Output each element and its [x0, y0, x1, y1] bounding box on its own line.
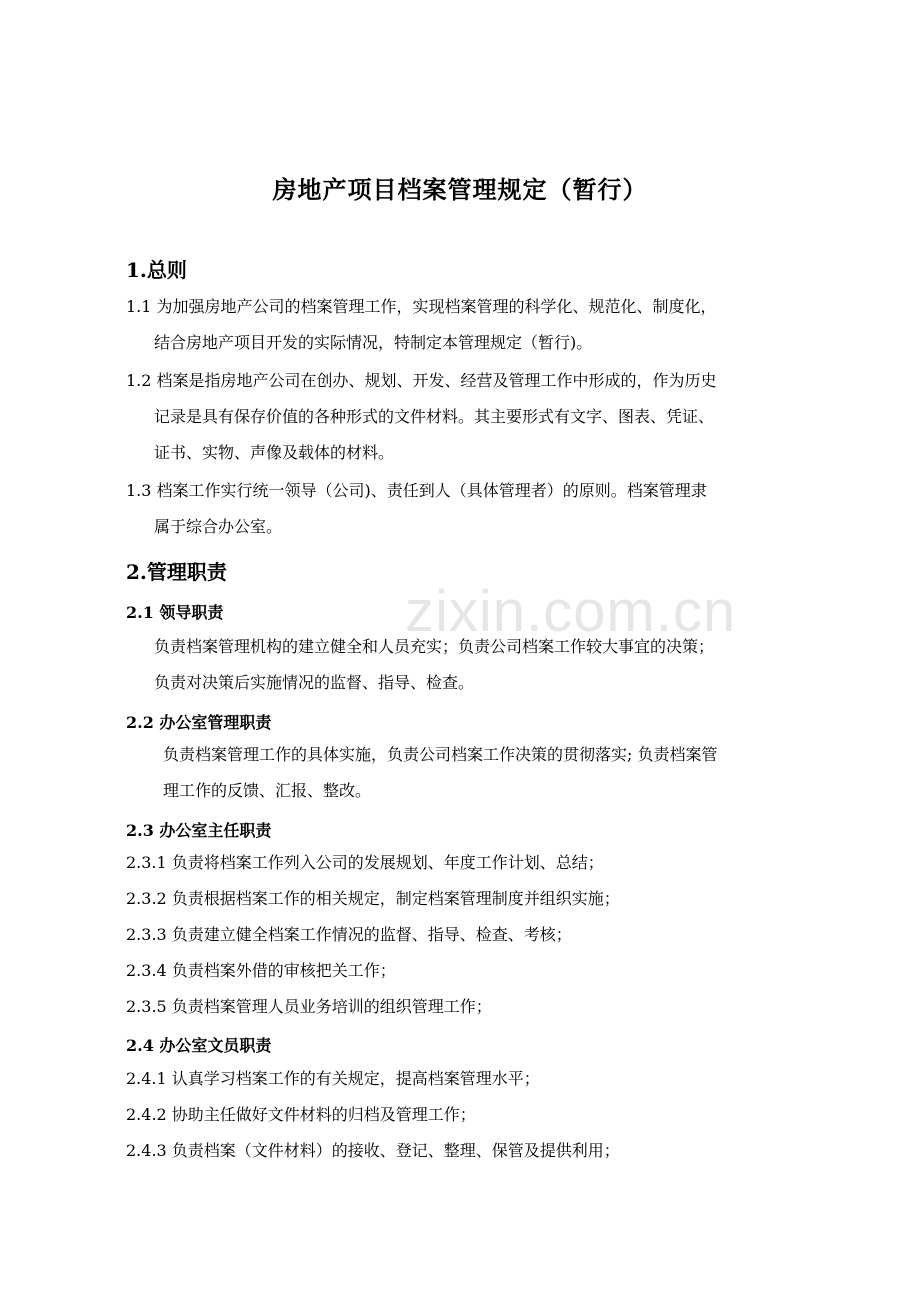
item-2-3-4: 2.3.4 负责档案外借的审核把关工作； — [126, 961, 396, 980]
document-title: 房地产项目档案管理规定（暂行） — [272, 175, 648, 204]
section-2-4-heading: 2.4 办公室文员职责 — [126, 1036, 272, 1055]
section-2-2-line-1: 负责档案管理工作的具体实施，负责公司档案工作决策的贯彻落实; 负责档案管 — [163, 745, 718, 764]
para-1-1-line-1: 1.1 为加强房地产公司的档案管理工作，实现档案管理的科学化、规范化、制度化， — [126, 297, 717, 316]
para-1-2-line-3: 证书、实物、声像及载体的材料。 — [154, 443, 395, 462]
section-2-1-heading: 2.1 领导职责 — [126, 603, 224, 622]
section-2-1-line-2: 负责对决策后实施情况的监督、指导、检查。 — [154, 673, 475, 692]
section-2-heading: 2.管理职责 — [126, 560, 227, 584]
para-1-1-line-2: 结合房地产项目开发的实际情况，特制定本管理规定（暂行)。 — [154, 333, 593, 352]
section-2-1-line-1: 负责档案管理机构的建立健全和人员充实；负责公司档案工作较大事宜的决策； — [154, 637, 715, 656]
item-2-4-1: 2.4.1 认真学习档案工作的有关规定，提高档案管理水平； — [126, 1069, 540, 1088]
section-2-2-line-2: 理工作的反馈、汇报、整改。 — [163, 781, 372, 800]
item-2-4-2: 2.4.2 协助主任做好文件材料的归档及管理工作； — [126, 1105, 476, 1124]
item-2-4-3: 2.4.3 负责档案（文件材料）的接收、登记、整理、保管及提供利用； — [126, 1141, 620, 1160]
section-1-heading: 1.总则 — [126, 258, 187, 282]
item-2-3-2: 2.3.2 负责根据档案工作的相关规定，制定档案管理制度并组织实施； — [126, 889, 620, 908]
para-1-3-line-1: 1.3 档案工作实行统一领导（公司)、责任到人（具体管理者）的原则。档案管理隶 — [126, 481, 707, 500]
item-2-3-1: 2.3.1 负责将档案工作列入公司的发展规划、年度工作计划、总结； — [126, 853, 604, 872]
item-2-3-5: 2.3.5 负责档案管理人员业务培训的组织管理工作； — [126, 997, 492, 1016]
para-1-2-line-2: 记录是具有保存价值的各种形式的文件材料。其主要形式有文字、图表、凭证、 — [154, 407, 715, 426]
watermark: zixin.com.cn — [405, 579, 737, 644]
item-2-3-3: 2.3.3 负责建立健全档案工作情况的监督、指导、检查、考核； — [126, 925, 572, 944]
section-2-3-heading: 2.3 办公室主任职责 — [126, 821, 272, 840]
para-1-3-line-2: 属于综合办公室。 — [154, 517, 283, 536]
para-1-2-line-1: 1.2 档案是指房地产公司在创办、规划、开发、经营及管理工作中形成的，作为历史 — [126, 371, 717, 390]
section-2-2-heading: 2.2 办公室管理职责 — [126, 713, 272, 732]
